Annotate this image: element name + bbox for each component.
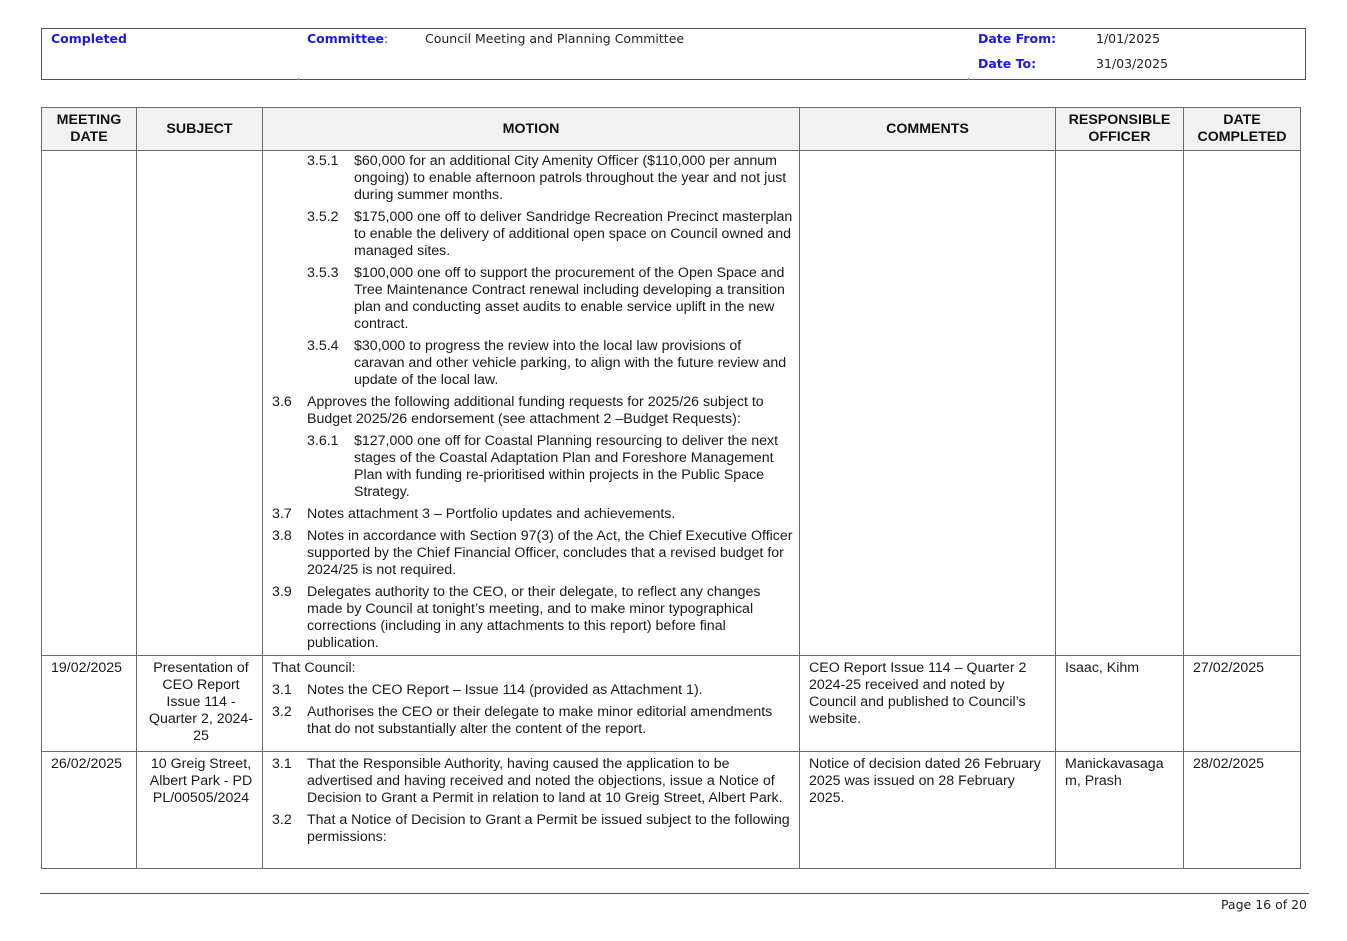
motion-item: 3.9 Delegates authority to the CEO, or their delegate, to reflect any changes made by Council at tonight’s meeting, and to make minor typographical corrections (including in any attachments to this report) before final publication. — [272, 584, 761, 651]
motion-item: 3.5.2 $175,000 one off to deliver Sandridge Recreation Precinct masterplan to enable the delivery of additional open space on Council owned and managed sites. — [307, 209, 793, 259]
table-row — [42, 151, 1301, 656]
comments-cell — [800, 151, 1056, 656]
column-header-responsible-officer: RESPONSIBLE OFFICER — [1056, 108, 1184, 151]
motion-item: 3.5.4 $30,000 to progress the review into the local law provisions of caravan and other vehicle parking, to align with the future review and update of the local law. — [307, 338, 787, 388]
column-header-date-completed: DATE COMPLETED — [1184, 108, 1301, 151]
motion-item: 3.7 Notes attachment 3 – Portfolio updates and achievements. — [272, 506, 676, 522]
subject-cell: 10 Greig Street, Albert Park - PDPL/00505/2024 — [137, 752, 263, 869]
meeting-date-cell — [42, 151, 137, 656]
subject-cell — [137, 151, 263, 656]
responsible-officer-cell: Isaac, Kihm — [1056, 656, 1184, 752]
table-header-row — [42, 108, 1301, 151]
comments-cell: CEO Report Issue 114 – Quarter 2 2024-25 received and noted by Council and published to Council’s website. — [800, 656, 1056, 752]
column-header-subject: SUBJECT — [137, 108, 263, 151]
motion-item: 3.5.1 $60,000 for an additional City Amenity Officer ($110,000 per annum ongoing) to enable afternoon patrols throughout the year and not just during summer months. — [307, 153, 787, 203]
table-row — [42, 656, 1301, 752]
footer-divider — [40, 893, 1309, 894]
report-header — [41, 28, 1306, 80]
responsible-officer-cell — [1056, 151, 1184, 656]
date-from-label: Date From: — [978, 31, 1057, 46]
column-header-meeting-date: MEETING DATE — [42, 108, 137, 151]
date-to-value: 31/03/2025 — [1096, 56, 1169, 71]
column-header-motion: MOTION — [263, 108, 800, 151]
meeting-date-cell: 26/02/2025 — [42, 752, 137, 869]
column-header-comments: COMMENTS — [800, 108, 1056, 151]
motion-item: 3.2 That a Notice of Decision to Grant a Permit be issued subject to the following permissions: — [272, 812, 790, 845]
date-completed-cell: 28/02/2025 — [1184, 752, 1301, 869]
comments-cell: Notice of decision dated 26 February 2025 was issued on 28 February 2025. — [800, 752, 1056, 869]
responsible-officer-cell: Manickavasagam, Prash — [1056, 752, 1184, 869]
motion-cell — [263, 752, 800, 869]
subject-cell: Presentation of CEO Report Issue 114 - Quarter 2, 2024-25 — [137, 656, 263, 752]
motion-item: 3.8 Notes in accordance with Section 97(3) of the Act, the Chief Executive Officer supported by the Chief Financial Officer, concludes that a revised budget for 2024/25 is not required. — [272, 528, 793, 578]
motion-item: 3.6 Approves the following additional funding requests for 2025/26 subject to Budget 2025/26 endorsement (see attachment 2 –Budget Requests): — [272, 394, 764, 427]
motion-item: 3.2 Authorises the CEO or their delegate to make minor editorial amendments that do not substantially alter the content of the report. — [272, 704, 773, 737]
date-completed-cell: 27/02/2025 — [1184, 656, 1301, 752]
motion-cell — [263, 151, 800, 656]
committee-value: Council Meeting and Planning Committee — [425, 31, 685, 46]
committee-label: Committee: — [307, 31, 389, 46]
motion-item: 3.1 That the Responsible Authority, having caused the application to be advertised and having received and noted the objections, issue a Notice of Decision to Grant a Permit in relation to land at 10 Greig Street, Albert Park. — [272, 756, 783, 806]
meeting-date-cell: 19/02/2025 — [42, 656, 137, 752]
date-to-label: Date To: — [978, 56, 1037, 71]
motion-item: 3.5.3 $100,000 one off to support the procurement of the Open Space and Tree Maintenance Contract renewal including developing a transition plan and conducting asset audits to enable service uplift in the new contract. — [307, 265, 785, 332]
motion-item: 3.1 Notes the CEO Report – Issue 114 (provided as Attachment 1). — [272, 682, 703, 698]
motion-item: 3.6.1 $127,000 one off for Coastal Planning resourcing to deliver the next stages of the Coastal Adaptation Plan and Foreshore Management Plan with funding re-prioritised within projects in the Public Space Strategy. — [307, 433, 779, 500]
motion-intro: That Council: — [272, 660, 356, 676]
table-row — [42, 752, 1301, 869]
date-completed-cell — [1184, 151, 1301, 656]
page-number: Page 16 of 20 — [1220, 897, 1307, 912]
header-divider — [968, 78, 969, 80]
status-label: Completed — [51, 31, 127, 46]
motion-cell — [263, 656, 800, 752]
header-divider — [298, 78, 299, 80]
date-from-value: 1/01/2025 — [1096, 31, 1161, 46]
actions-table — [41, 107, 1301, 869]
